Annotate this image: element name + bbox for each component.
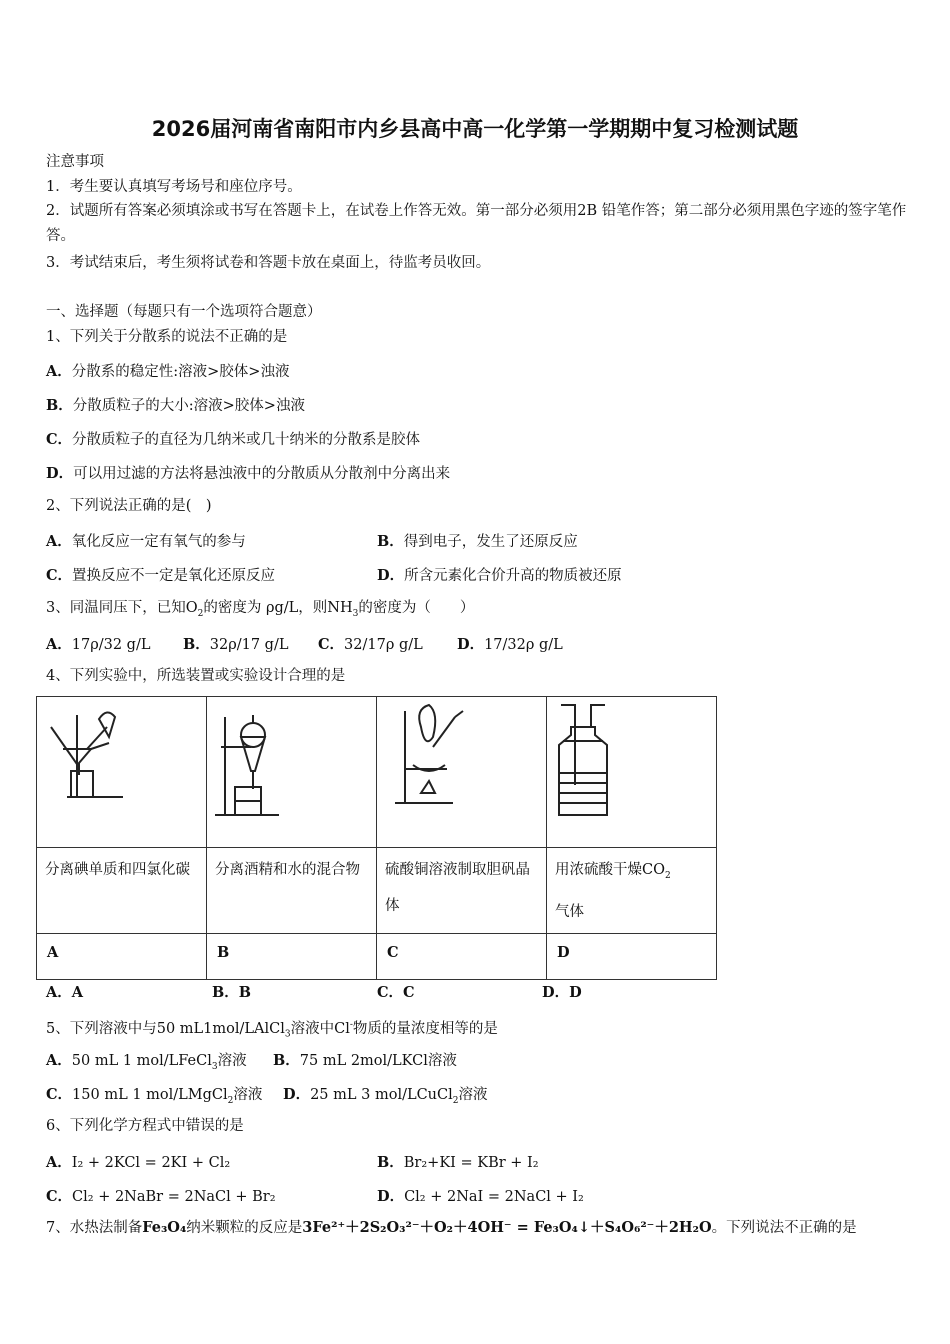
q1-option-d: D．可以用过滤的方法将悬浊液中的分散质从分散剂中分离出来 bbox=[46, 465, 451, 482]
q6-option-b: B．Br₂+KI = KBr + I₂ bbox=[377, 1154, 539, 1171]
q1-option-b: B．分散质粒子的大小:溶液>胶体>浊液 bbox=[46, 397, 305, 414]
q1-option-c: C．分散质粒子的直径为几纳米或几十纳米的分散系是胶体 bbox=[46, 431, 421, 448]
q6-option-a: A．I₂ + 2KCl = 2KI + Cl₂ bbox=[46, 1154, 231, 1171]
q3-option-b: B．32ρ/17 g/L bbox=[183, 636, 289, 653]
apparatus-b-label: B bbox=[207, 934, 377, 980]
question-3-stem: 3、同温同压下，已知$O_2$的密度为 ρg/L，则$NH_3$的密度为（ ） bbox=[46, 600, 475, 619]
apparatus-a-label: A bbox=[37, 934, 207, 980]
apparatus-a-desc: 分离碘单质和四氯化碳 bbox=[37, 848, 207, 934]
gas-washing-bottle-icon bbox=[547, 697, 716, 843]
q6-option-c: C．Cl₂ + 2NaBr = 2NaCl + Br₂ bbox=[46, 1188, 276, 1205]
apparatus-d-label: D bbox=[547, 934, 717, 980]
apparatus-d-cell bbox=[547, 697, 717, 848]
question-1-stem: 1、下列关于分散系的说法不正确的是 bbox=[46, 329, 288, 345]
q2-option-b: B．得到电子，发生了还原反应 bbox=[377, 533, 578, 550]
q1-option-a: A．分散系的稳定性:溶液>胶体>浊液 bbox=[46, 363, 290, 380]
q2-option-a: A．氧化反应一定有氧气的参与 bbox=[46, 533, 246, 550]
q4-option-b: B．B bbox=[212, 984, 252, 1001]
apparatus-c-desc: 硫酸铜溶液制取胆矾晶体 bbox=[377, 848, 547, 934]
filtration-apparatus-icon bbox=[37, 697, 206, 843]
q2-option-d: D．所含元素化合价升高的物质被还原 bbox=[377, 567, 622, 584]
question-2-stem: 2、下列说法正确的是( ) bbox=[46, 498, 212, 514]
notice-item-3: 3．考试结束后，考生须将试卷和答题卡放在桌面上，待监考员收回。 bbox=[46, 255, 491, 271]
q3-option-a: A．17ρ/32 g/L bbox=[46, 636, 151, 653]
question-7-stem: 7、水热法制备Fe₃O₄纳米颗粒的反应是3Fe²⁺＋2S₂O₃²⁻＋O₂＋4OH⁻ = Fe₃O₄↓＋S₄O₆²⁻＋2H₂O。下列说法不正确的是 bbox=[46, 1219, 857, 1236]
page-title: 2026届河南省南阳市内乡县高中高一化学第一学期期中复习检测试题 bbox=[151, 117, 799, 141]
apparatus-c-cell bbox=[377, 697, 547, 848]
apparatus-b-cell bbox=[207, 697, 377, 848]
q4-option-c: C．C bbox=[377, 984, 415, 1001]
q4-option-d: D．D bbox=[542, 984, 582, 1001]
q6-option-d: D．Cl₂ + 2NaI = 2NaCl + I₂ bbox=[377, 1188, 584, 1205]
q2-option-c: C．置换反应不一定是氧化还原反应 bbox=[46, 567, 276, 584]
q5-option-d: D．25 mL 3 mol/LCuCl$_2$溶液 bbox=[283, 1086, 488, 1106]
q4-option-a: A．A bbox=[46, 984, 84, 1001]
notice-item-1: 1．考生要认真填写考场号和座位序号。 bbox=[46, 179, 302, 195]
notice-heading: 注意事项 bbox=[46, 154, 104, 170]
evaporation-apparatus-icon bbox=[377, 697, 546, 843]
question-5-stem: 5、下列溶液中与50 mL1mol/LAlCl$_3$溶液中Cl-物质的量浓度相等的是 bbox=[46, 1020, 498, 1040]
notice-item-2: 2．试题所有答案必须填涂或书写在答题卡上，在试卷上作答无效。第一部分必须用2B 铅笔作答；第二部分必须用黑色字迹的签字笔作答。 bbox=[46, 203, 907, 244]
apparatus-c-label: C bbox=[377, 934, 547, 980]
q5-option-b: B．75 mL 2mol/LKCl溶液 bbox=[273, 1052, 457, 1069]
experiment-table bbox=[36, 696, 717, 980]
apparatus-b-desc: 分离酒精和水的混合物 bbox=[207, 848, 377, 934]
section-heading: 一、选择题（每题只有一个选项符合题意） bbox=[46, 304, 322, 320]
separatory-funnel-icon bbox=[207, 697, 376, 843]
q5-option-a: A．50 mL 1 mol/LFeCl$_3$溶液 bbox=[46, 1052, 247, 1072]
apparatus-a-cell bbox=[37, 697, 207, 848]
question-6-stem: 6、下列化学方程式中错误的是 bbox=[46, 1118, 244, 1134]
q3-option-c: C．32/17ρ g/L bbox=[318, 636, 423, 653]
question-4-stem: 4、下列实验中，所选装置或实验设计合理的是 bbox=[46, 668, 346, 684]
q5-option-c: C．150 mL 1 mol/LMgCl$_2$溶液 bbox=[46, 1086, 263, 1106]
q3-option-d: D．17/32ρ g/L bbox=[457, 636, 563, 653]
apparatus-d-desc: 用浓硫酸干燥$CO_2$ 气体 bbox=[547, 848, 717, 934]
